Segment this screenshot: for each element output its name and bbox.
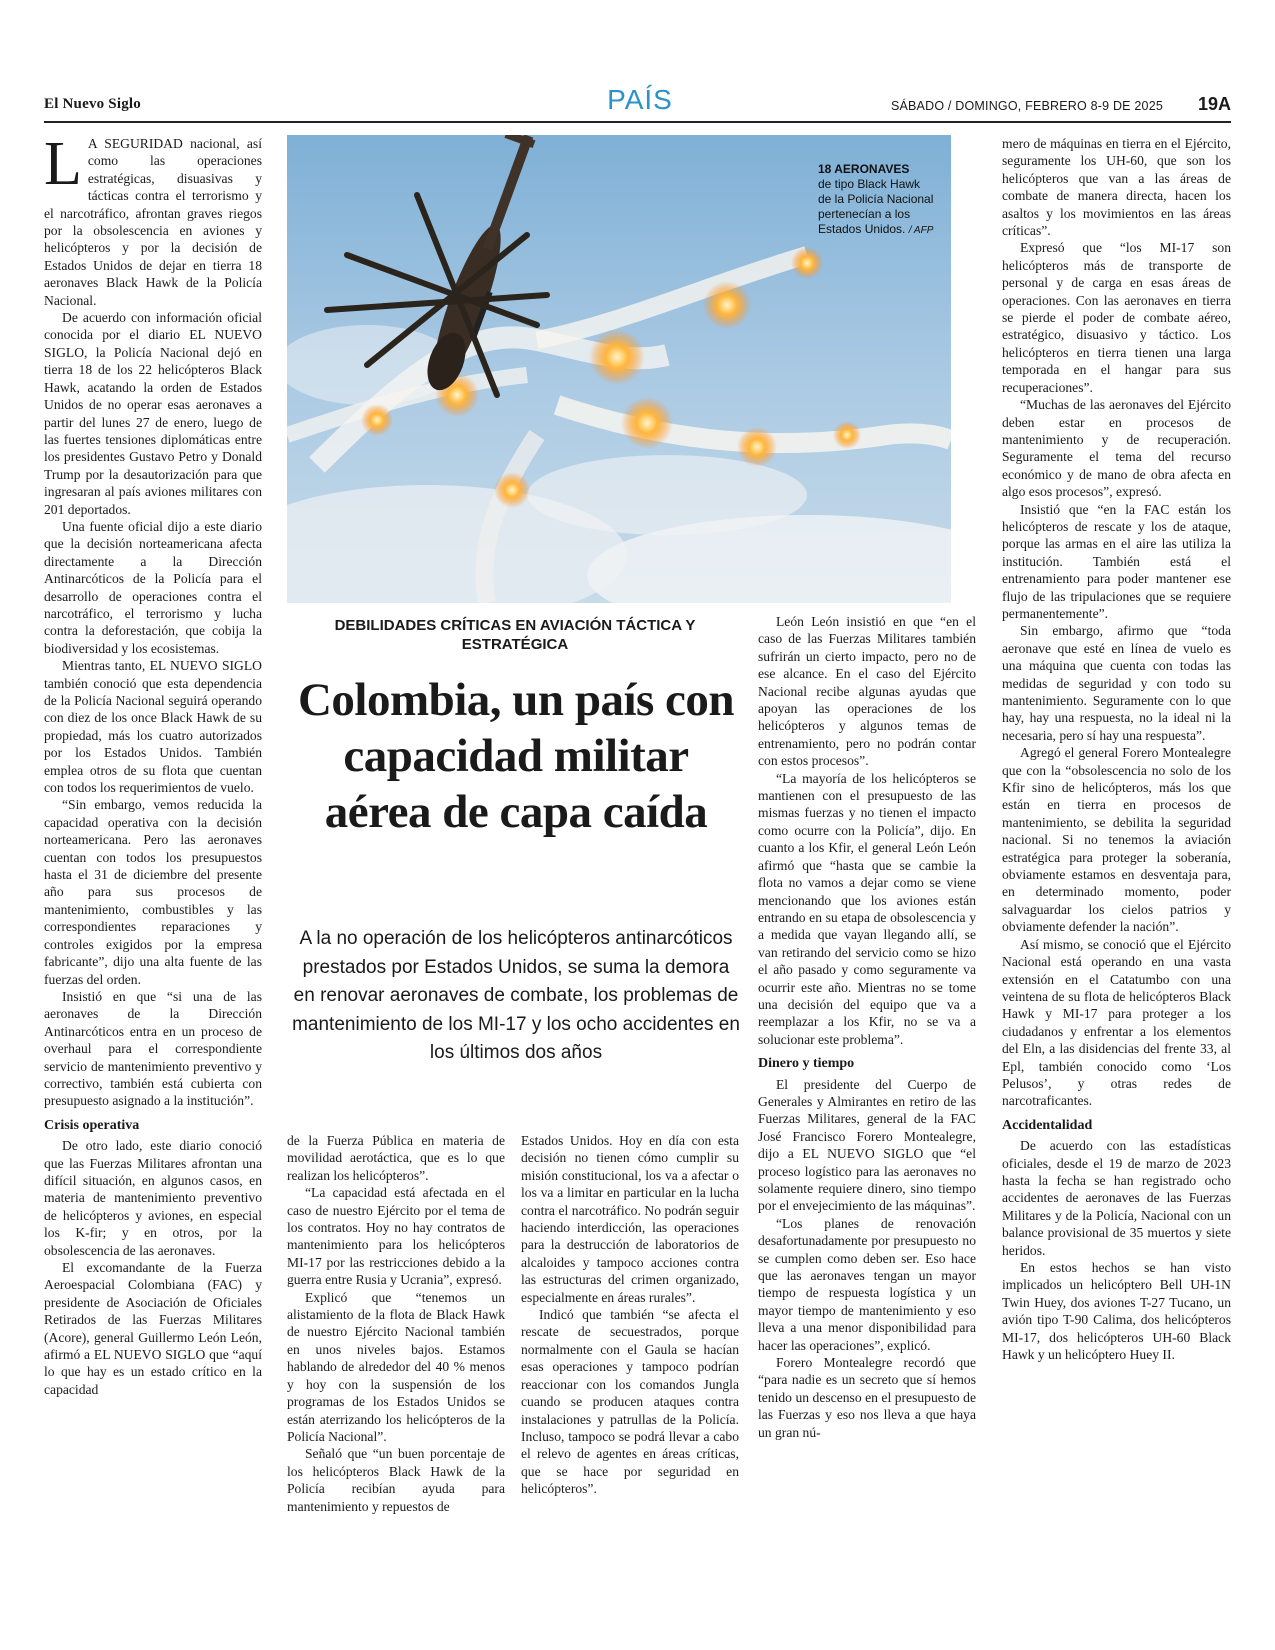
paragraph: En estos hechos se han visto implicados un helicóptero Bell UH-1N Twin Huey, dos aviones T-27 Tucano, un avión tipo T-90 Calima, dos helicópteros MI-17, dos helicópteros UH-60 Black Hawk y un helicóptero Huey II. [1002,1260,1231,1363]
paragraph: “La mayoría de los helicópteros se mantienen con el presupuesto de las mismas fuerzas y no tienen el impacto como ocurre con la Policía”, dijo. En cuanto a los Kfir, el general León León afirmó que “hasta que se cambie la flota no vamos a dejar como se viene mencionando que los aviones están entrando en su etapa de obsolescencia y a medida que vayan llegando allí, se van retirando del servicio como se hizo el año pasado y como seguramente va ocurrir este año. Mientras no se tome una decisión del equipo que va a reemplazar a los Kfir, no se va a solucionar este problema”. [758,770,976,1047]
paragraph: Insistió que “en la FAC están los helicópteros de rescate y los de ataque, porque las armas en el aire las utiliza la institución. También está el entrenamiento para poder mantener ese flujo de las tripulaciones que se requiere permanentemente”. [1002,501,1231,621]
caption-text: de tipo Black Hawk de la Policía Nacional pertenecían a los Estados Unidos. [818,177,934,236]
lead-paragraph: L A SEGURIDAD nacional, así como las operaciones estratégicas, disuasivas y tácticas contra el terrorismo y el narcotráfico, afrontan graves riegos por la obsolescencia en aviones y helicópteros y por la decisión de Estados Unidos de dejar en tierra 18 aeronaves Black Hawk de la Policía Nacional. [44,135,262,308]
caption-credit: / AFP [908,225,934,236]
paragraph: Forero Montealegre recordó que “para nadie es un secreto que sí hemos tenido un descenso en el presupuesto de las Fuerzas y eso nos lleva a que haya un gran nú- [758,1355,976,1440]
column-2 [287,1132,505,1622]
paragraph: Insistió en que “si una de las aeronaves de la Dirección Antinarcóticos entra en un proceso de overhaul para el correspondiente servicio de mantenimiento preventivo y correctivo, también está cubierta con presupuesto asignado a la institución”. [44,988,262,1109]
headline: Colombia, un país con capacidad militar aérea de capa caída [297,674,735,838]
paragraph: Indicó que también “se afecta el rescate de secuestrados, porque normalmente con el Gaula se hacían esas operaciones y tampoco podrían reaccionar con los comandos Jungla cuando se producen ataques contra instalaciones y patrullas de la Policía. Incluso, tampoco se podrá llevar a cabo el relevo de agentes en áreas críticas, que se hace por seguridad en helicópteros”. [521,1307,739,1497]
section-title: PAÍS [607,84,673,115]
drop-cap: L [44,135,82,198]
paragraph: Señaló que “un buen porcentaje de los helicópteros Black Hawk de la Policía recibían ayuda para mantenimiento y repuestos de [287,1446,505,1514]
paragraph: Mientras tanto, EL NUEVO SIGLO también conoció que esta dependencia de la Policía Nacional seguirá operando con diez de los once Black Hawk de su propiedad, más los cuatro autorizados por los Estados Unidos. También emplea otros de su flota que cuentan con todos los requerimientos de vuelo. [44,658,262,796]
paragraph: “La capacidad está afectada en el caso de nuestro Ejército por el tema de los contratos. Hoy no hay contratos de mantenimiento para los helicópteros MI-17 por las restricciones debido a la guerra entre Rusia y Ucrania”, expresó. [287,1185,505,1288]
dateline: SÁBADO / DOMINGO, FEBRERO 8-9 DE 2025 [890,99,1163,113]
paragraph: Estados Unidos. Hoy en día con esta decisión no tienen cómo cumplir su misión constitucional, los va a afectar o los va a limitar en particular en la lucha contra el narcotráfico. No podrán seguir haciendo interdicción, las operaciones para la destrucción de laboratorios de alcaloides y tampoco acciones contra las estructuras del crimen organizado, especialmente en áreas rurales”. [521,1133,739,1305]
column-1 [44,135,262,1625]
subheading: Dinero y tiempo [758,1056,855,1072]
paragraph: mero de máquinas en tierra en el Ejército, seguramente los UH-60, que son los helicópteros que van a las áreas de combate de manera directa, hacen los asaltos y los movimientos en las áreas críticas”. [1002,136,1231,239]
paragraph: “Sin embargo, vemos reducida la capacidad operativa con la decisión norteamericana. Pero las aeronaves cuentan con todos los presupuestos hasta el 31 de diciembre del presente año para sus procesos de mantenimiento, combustibles y las correspondientes reparaciones y controles exigidos por la empresa fabricante”, dijo una alta fuente de las fuerzas del orden. [44,797,262,987]
subheadline: A la no operación de los helicópteros antinarcóticos prestados por Estados Unidos, se suma la demora en renovar aeronaves de combate, los problemas de mantenimiento de los MI-17 y los ocho accidentes en los últimos dos años [292,928,740,1063]
page-number: 19A [1197,94,1231,114]
paragraph: León León insistió en que “en el caso de las Fuerzas Militares también sufrirán un cierto impacto, pero no de ese alcance. En el caso del Ejército Nacional recibe algunas ayudas que apoyan las operaciones de los helicópteros y algunos temas de entrenamiento, pero no podrán contar con estos procesos”. [758,614,976,769]
column-3 [521,1132,739,1622]
paragraph: de la Fuerza Pública en materia de movilidad aerotáctica, que es lo que realizan los helicópteros”. [287,1133,505,1183]
paragraph: “Muchas de las aeronaves del Ejército deben estar en procesos de mantenimiento y de recuperación. Seguramente el tema del recurso económico y de mano de obra afecta en algo esos procesos”, expresó. [1002,397,1231,500]
kicker: DEBILIDADES CRÍTICAS EN AVIACIÓN TÁCTICA Y ESTRATÉGICA [334,617,696,653]
column-4 [758,613,976,1623]
column-5 [1002,135,1231,1625]
paragraph: Explicó que “tenemos un alistamiento de la flota de Black Hawk de nuestro Ejército Nacional también en unos niveles bajos. Estamos hablando de alrededor del 40 % menos y hoy con la suspensión de los programas de los Estados Unidos se están aterrizando los helicópteros de la Policía Nacional”. [287,1289,505,1444]
paragraph: Expresó que “los MI-17 son helicópteros más de transporte de personal y de carga en esas áreas de operaciones. Con las aeronaves en tierra se pierde el poder de combate aéreo, estratégico, disuasivo y táctico. Los helicópteros en tierra tienen una larga temporada en el hangar para sus recuperaciones”. [1002,240,1231,395]
paragraph: Agregó el general Forero Montealegre que con la “obsolescencia no solo de los Kfir sino de helicópteros, más los que están en tierra en procesos de mantenimiento, se debilita la seguridad nacional. Si no tenemos la aviación estratégica para proteger la soberanía, obviamente estamos en desventaja para, en determinado momento, poder salvaguardar los cielos patrios y obviamente defender la nación”. [1002,745,1231,935]
paragraph: “Los planes de renovación desafortunadamente por presupuesto no se cumplen como deben ser. Eso hace que las aeronaves tengan un mayor tiempo de respuesta logística y un mayor tiempo de mantenimiento y eso lleva a una menor disponibilidad para hacer las operaciones”, explicó. [758,1215,976,1353]
paragraph: De acuerdo con información oficial conocida por el diario EL NUEVO SIGLO, la Policía Nacional dejó en tierra 18 de los 22 helicópteros Black Hawk, acatando la orden de Estados Unidos de no operar esas aeronaves a partir del lunes 27 de enero, luego de las fuertes tensiones diplomáticas entre los presidentes Gustavo Petro y Donald Trump por la desautorización para que ingresaran al país aviones militares con 201 deportados. [44,310,262,517]
paragraph: De acuerdo con las estadísticas oficiales, desde el 19 de marzo de 2023 hasta la fecha se han registrado ocho accidentes de aeronaves de las Fuerzas Militares y de la Policía, Nacional con un balance provisional de 35 muertos y siete heridos. [1002,1138,1231,1258]
caption-title: 18 AERONAVES [818,162,910,176]
paragraph: Así mismo, se conoció que el Ejército Nacional está operando en una vasta extensión en el Catatumbo con una veintena de su flota de helicópteros Black Hawk y MI-17 para proteger a los ciudadanos y enfrentar a los elementos del Eln, a las disidencias del frente 33, al Epl, también conocido como ‘Los Pelusos’, y otras redes de narcotraficantes. [1002,936,1231,1109]
paragraph: El presidente del Cuerpo de Generales y Almirantes en retiro de las Fuerzas Militares, general de la FAC José Francisco Forero Montealegre, dijo a EL NUEVO SIGLO que “el proceso logístico para las aeronaves no solamente requiere dinero, sino tiempo por el envejecimiento de las máquinas”. [758,1076,976,1214]
subheading: Accidentalidad [1002,1117,1093,1133]
subheading: Crisis operativa [44,1117,140,1133]
paragraph: El excomandante de la Fuerza Aeroespacial Colombiana (FAC) y presidente de Asociación de Oficiales Retirados de las Fuerzas Militares (Acore), general Guillermo León León, afirmó a EL NUEVO SIGLO que “aquí lo que hay es un estado crítico en la capacidad [44,1260,262,1397]
masthead: El Nuevo Siglo [44,96,141,112]
paragraph: Una fuente oficial dijo a este diario que la decisión norteamericana afecta directamente a la Dirección Antinarcóticos de la Policía para el desarrollo de operaciones contra el narcotráfico, el terrorismo y lucha contra la deforestación, que cobija la biodiversidad y los ecosistemas. [44,518,262,656]
paragraph: Sin embargo, afirmo que “toda aeronave que esté en línea de vuelo es una máquina que cuenta con todas las medidas de seguridad y con todo su mantenimiento. Seguramente con lo que hay, hay una respuesta, no la ideal ni la necesaria, pero sí hay una respuesta”. [1002,623,1231,743]
header-rule [44,121,1231,123]
photo-caption [818,162,936,238]
paragraph: De otro lado, este diario conoció que las Fuerzas Militares afrontan una difícil situación, en algunos casos, en materia de mantenimiento preventivo de helicópteros y aviones, en especial los K-fir; y en otros, por la obsolescencia de las aeronaves. [44,1138,262,1258]
